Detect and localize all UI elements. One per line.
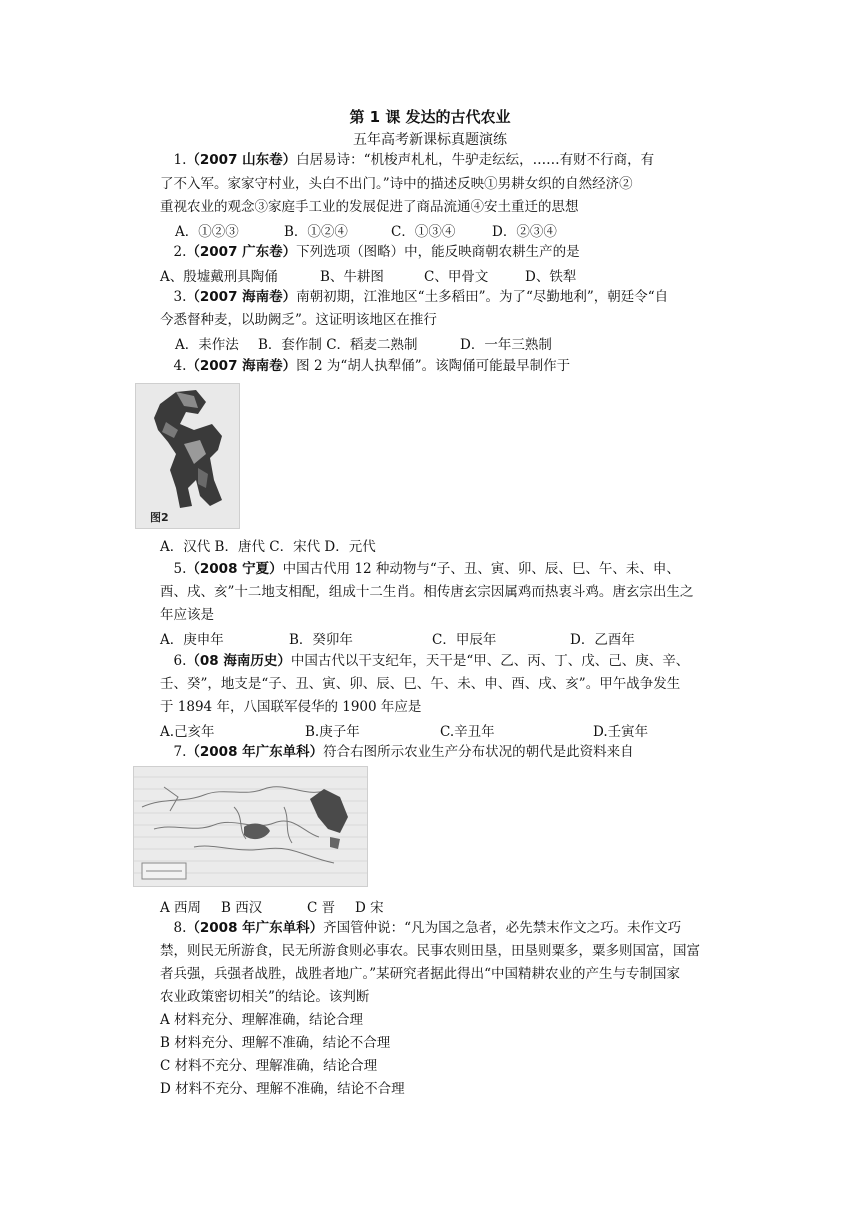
q1-text-1: 白居易诗：“机梭声札札，牛驴走纭纭，……有财不行商，有: [296, 152, 655, 168]
q5-option-c: C．甲辰年: [432, 632, 497, 648]
q1-line-1: [160, 150, 654, 170]
q8-option-b: B 材料充分、理解不准确，结论不合理: [160, 1035, 391, 1051]
q6-option-a: A.己亥年: [160, 724, 215, 740]
q3-text-1: 南朝初期，江淮地区“土多稻田”。为了“尽勤地利”，朝廷令“自: [296, 289, 669, 305]
q4-options: A．汉代 B．唐代 C．宋代 D．元代: [160, 539, 376, 555]
q8-text-1: 齐国管仲说：“凡为国之急者，必先禁末作文之巧。未作文巧: [323, 920, 682, 936]
q2-option-a: A、殷墟戴刑具陶俑: [160, 269, 278, 285]
q4-text-1: 图 2 为“胡人执犁俑”。该陶俑可能最早制作于: [296, 358, 571, 374]
q3-option-d: D．一年三熟制: [460, 337, 552, 353]
q6-number: 6.: [173, 653, 187, 669]
figure-pottery-figurine: [135, 383, 240, 529]
q3-line-1: [160, 287, 668, 307]
q2-option-b: B、牛耕图: [320, 269, 384, 285]
q5-source: （2008 宁夏）: [186, 561, 283, 577]
section-subtitle: 五年高考新课标真题演练: [353, 132, 507, 148]
q2-text-1: 下列选项（图略）中，能反映商朝农耕生产的是: [296, 244, 580, 260]
q8-source: （2008 年广东单科）: [186, 920, 324, 936]
q1-option-d: D．②③④: [492, 224, 557, 240]
figure-2-label: 图2: [150, 511, 169, 524]
q6-option-b: B.庚子年: [305, 724, 360, 740]
q2-line-1: [160, 242, 580, 262]
q8-option-d: D 材料不充分、理解不准确，结论不合理: [160, 1081, 405, 1097]
q6-option-d: D.壬寅年: [593, 724, 649, 740]
q7-option-a: A 西周: [160, 900, 202, 916]
q1-option-c: C．①③④: [391, 224, 456, 240]
q3-option-bc: B．套作制 C．稻麦二熟制: [258, 337, 418, 353]
figurine-image: [136, 384, 239, 528]
q3-source: （2007 海南卷）: [186, 289, 297, 305]
q7-option-b: B 西汉: [221, 900, 263, 916]
q5-line-3: 年应该是: [160, 607, 214, 623]
q5-line-1: [160, 559, 680, 579]
q2-source: （2007 广东卷）: [186, 244, 297, 260]
q4-line-1: [160, 356, 570, 376]
q7-source: （2008 年广东单科）: [186, 744, 324, 760]
q2-option-c: C、甲骨文: [424, 269, 489, 285]
figure-agriculture-map: [133, 766, 368, 887]
lesson-title: 第 1 课 发达的古代农业: [349, 108, 511, 126]
q5-text-1: 中国古代用 12 种动物与“子、丑、寅、卯、辰、巳、午、未、申、: [282, 561, 680, 577]
q5-option-d: D．乙酉年: [570, 632, 635, 648]
q8-option-a: A 材料充分、理解准确，结论合理: [160, 1012, 364, 1028]
q3-number: 3.: [173, 289, 187, 305]
q1-source: （2007 山东卷）: [186, 152, 297, 168]
q6-line-1: [160, 651, 689, 671]
q7-option-d: D 宋: [355, 900, 384, 916]
q4-source: （2007 海南卷）: [186, 358, 297, 374]
q4-number: 4.: [173, 358, 187, 374]
q7-number: 7.: [173, 744, 187, 760]
q5-option-a: A．庚申年: [160, 632, 224, 648]
q8-line-4: 农业政策密切相关”的结论。该判断: [160, 989, 370, 1005]
q7-text-1: 符合右图所示农业生产分布状况的朝代是此资料来自: [323, 744, 634, 760]
q6-line-2: 壬、癸”，地支是“子、丑、寅、卯、辰、巳、午、未、申、酉、戌、亥”。甲午战争发生: [160, 676, 681, 692]
q6-option-c: C.辛丑年: [440, 724, 495, 740]
q8-line-3: 者兵强，兵强者战胜，战胜者地广。”某研究者据此得出“中国精耕农业的产生与专制国家: [160, 966, 681, 982]
q1-number: 1.: [173, 152, 187, 168]
q8-option-c: C 材料不充分、理解准确，结论合理: [160, 1058, 378, 1074]
q5-number: 5.: [173, 561, 187, 577]
q1-option-b: B．①②④: [284, 224, 348, 240]
q1-line-3: 重视农业的观念③家庭手工业的发展促进了商品流通④安土重迁的思想: [160, 199, 579, 215]
q6-source: （08 海南历史）: [186, 653, 291, 669]
q8-line-2: 禁，则民无所游食，民无所游食则必事农。民事农则田垦，田垦则粟多，粟多则国富，国富: [160, 943, 700, 959]
q3-line-2: 今悉督种麦，以助阙乏”。这证明该地区在推行: [160, 312, 437, 328]
q5-option-b: B．癸卯年: [289, 632, 353, 648]
q8-line-1: [160, 918, 681, 938]
q1-line-2: 了不入军。家家守村业，头白不出门。”诗中的描述反映①男耕女织的自然经济②: [160, 176, 633, 192]
q7-line-1: [160, 742, 634, 762]
q2-number: 2.: [173, 244, 187, 260]
q1-option-a: A．①②③: [175, 224, 239, 240]
q6-text-1: 中国古代以干支纪年，天干是“甲、乙、丙、丁、戊、己、庚、辛、: [290, 653, 690, 669]
q6-line-3: 于 1894 年，八国联军侵华的 1900 年应是: [160, 699, 422, 715]
q8-number: 8.: [173, 920, 187, 936]
q5-line-2: 酉、戌、亥”十二地支相配，组成十二生肖。相传唐玄宗因属鸡而热衷斗鸡。唐玄宗出生之: [160, 584, 694, 600]
map-image: [134, 767, 367, 886]
q7-option-c: C 晋: [307, 900, 336, 916]
q3-option-a: A．耒作法: [175, 337, 239, 353]
q2-option-d: D、铁犁: [525, 269, 577, 285]
